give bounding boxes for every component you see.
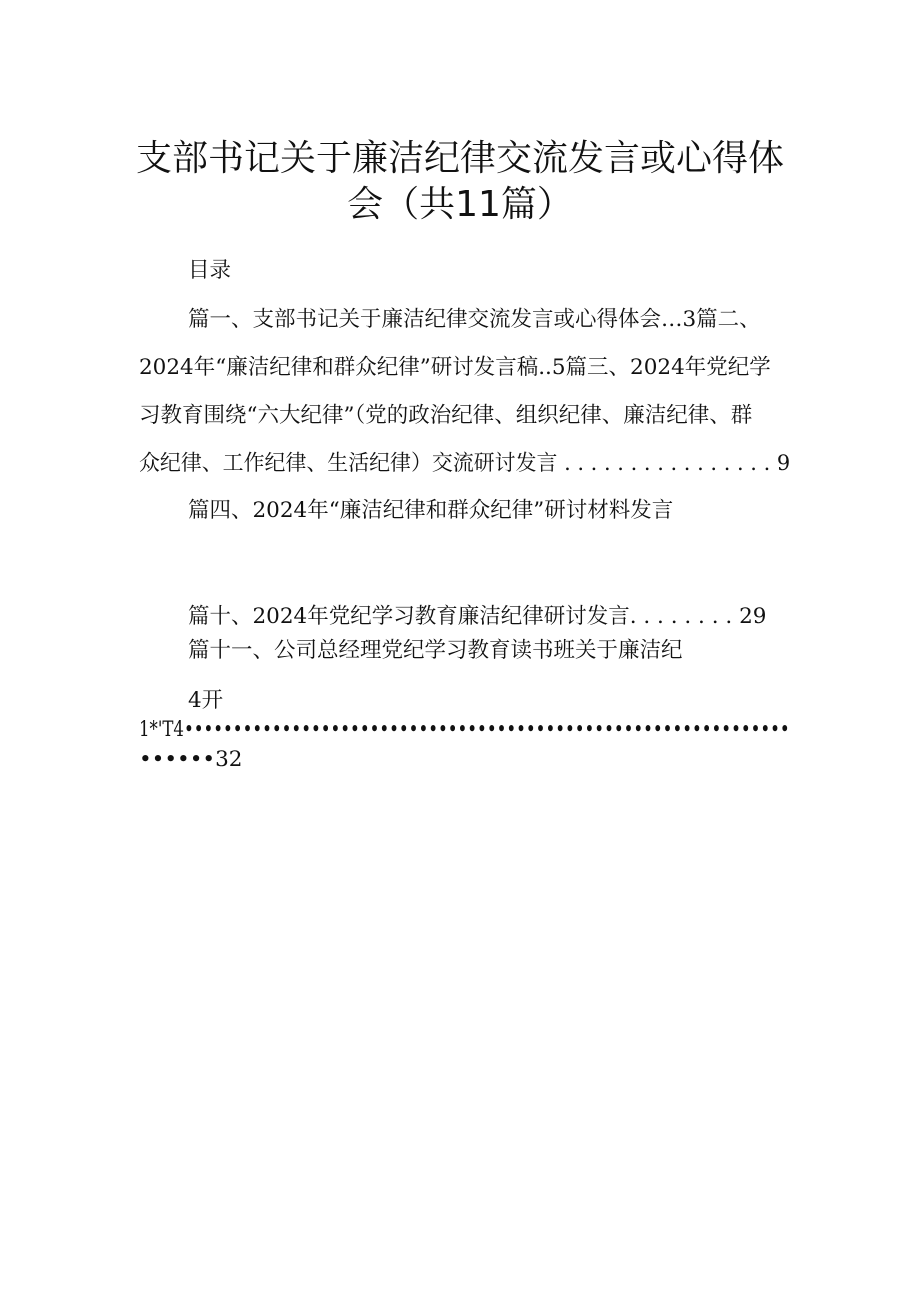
toc-entry-2: 2024年“廉洁纪律和群众纪律”研讨发言稿..5篇三、2024年党纪学 [139,355,771,380]
toc-entry-5: 篇四、2024年“廉洁纪律和群众纪律”研讨材料发言 [188,498,674,523]
toc-entry-9: 1*'T4•••••••••••••••••••••••••••••••••••••••••••••••••••••••••••••• [139,717,790,742]
toc-entry-4: 众纪律、工作纪律、生活纪律）交流研讨发言 . . . . . . . . . . . . . . . . 9 [139,451,791,476]
toc-label: 目录 [188,258,232,283]
toc-entry-8: 4开 [188,688,224,713]
toc-entry-10: ••••••32 [139,747,243,772]
toc-entry-3: 习教育围绕“六大纪律”（党的政治纪律、组织纪律、廉洁纪律、群 [139,403,753,428]
toc-entry-7: 篇十一、公司总经理党纪学习教育读书班关于廉洁纪 [188,638,683,663]
document-title-line-2: 会（共11篇） [347,184,573,225]
toc-entry-6: 篇十、2024年党纪学习教育廉洁纪律研讨发言. . . . . . . . 29 [188,604,767,629]
toc-entry-1: 篇一、支部书记关于廉洁纪律交流发言或心得体会…3篇二、 [188,307,761,332]
document-title-line-1: 支部书记关于廉洁纪律交流发言或心得体 [135,138,784,179]
